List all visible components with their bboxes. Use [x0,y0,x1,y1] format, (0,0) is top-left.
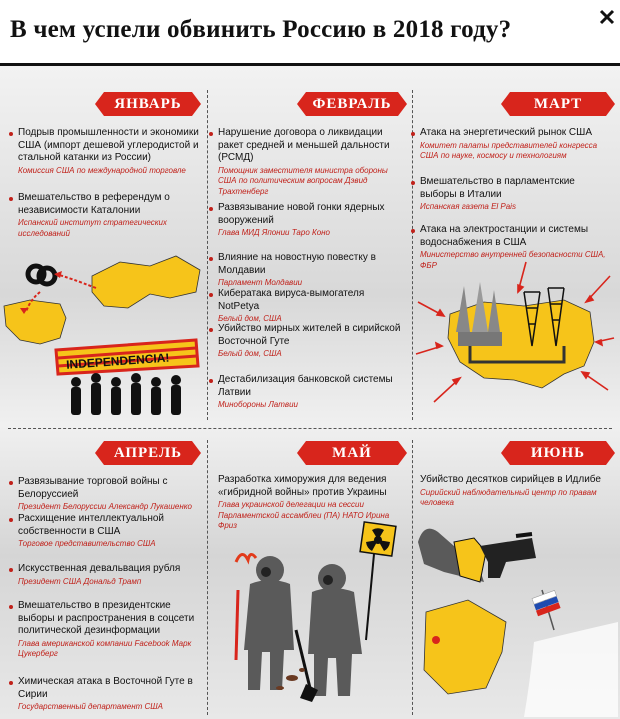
list-item: Вмешательство в президентские выборы и распространения в соцсети политической дезинформации Глава американской компании Facebook Марк Цукерберг [18,600,202,660]
hazmat-illustration [214,520,410,716]
bullet [9,132,13,136]
month-january: ЯНВАРЬ [104,92,192,116]
close-icon [598,8,616,26]
column-divider [207,90,208,420]
list-item: Разработка химоружия для ведения «гибридной войны» против Украины Глава украинской делегации на сессии Парламентской ассамблеи (ПА) НАТО Ирина Фриз [218,474,390,530]
list-item: Химическая атака в Восточной Гуте в Сирии Государственный департамент США [18,676,202,713]
gun-map-illustration [414,512,618,717]
column-divider [412,440,413,715]
bullet [9,481,13,485]
list-item: Нарушение договора о ликвидации ракет средней и меньшей дальности (РСМД) Помощник заместителя министра обороны США по политическим вопросам Дэвид Трахтенберг [218,127,404,197]
bullet [209,328,213,332]
page-title: В чем успели обвинить Россию в 2018 году? [10,16,512,43]
list-item: Атака на энергетический рынок США Комитет палаты представителей конгресса США по науке, космосу и технологиям [420,127,608,162]
bullet [411,132,415,136]
bullet [9,197,13,201]
month-april: АПРЕЛЬ [104,441,192,465]
list-item: Вмешательство в референдум о независимости Каталонии Испанский институт стратегических исследований [18,192,202,239]
banner-text: INDEPENDENCIA! [65,350,170,372]
list-item: Атака на электростанции и системы водоснабжения в США Министерство внутренней безопасности США, ФБР [420,224,608,271]
column-divider [412,90,413,420]
list-item: Расхищение интеллектуальной собственности в США Торговое представительство США [18,513,202,550]
bullet [209,132,213,136]
bullet [9,681,13,685]
month-may: МАЙ [306,441,398,465]
power-plant-illustration [414,262,618,422]
list-item: Влияние на новостную повестку в Молдавии Парламент Молдавии [218,252,404,289]
list-item: Развязывание торговой войны с Белоруссией Президент Белоруссии Александр Лукашенко [18,476,202,513]
month-march: МАРТ [510,92,606,116]
list-item: Дестабилизация банковской системы Латвии Минобороны Латвии [218,374,404,411]
bullet [209,207,213,211]
bullet [209,379,213,383]
bullet [411,181,415,185]
bullet [209,293,213,297]
list-item: Искусственная девальвация рубля Президент США Дональд Трамп [18,563,202,587]
row-divider [8,428,612,429]
bullet [209,257,213,261]
list-item: Убийство мирных жителей в сирийской Восточной Гуте Белый дом, США [218,323,404,360]
list-item: Подрыв промышленности и экономики США (импорт дешевой углеродистой и стальной катанки из России) Комиссия США по международной торговле [18,127,202,176]
list-item: Вмешательство в парламентские выборы в Италии Испанская газета El Pais [420,176,608,213]
trade-map-illustration [0,248,205,423]
list-item: Кибератака вируса-вымогателя NotPetya Белый дом, США [218,288,404,325]
list-item: Убийство десятков сирийцев в Идлибе Сирийский наблюдательный центр по правам человека [420,474,601,507]
list-item: Развязывание новой гонки ядерных вооружений Глава МИД Японии Таро Коно [218,202,404,239]
bullet [411,229,415,233]
column-divider [207,440,208,715]
bullet [9,605,13,609]
month-june: ИЮНЬ [510,441,606,465]
bullet [9,518,13,522]
month-february: ФЕВРАЛЬ [306,92,398,116]
bullet [9,568,13,572]
